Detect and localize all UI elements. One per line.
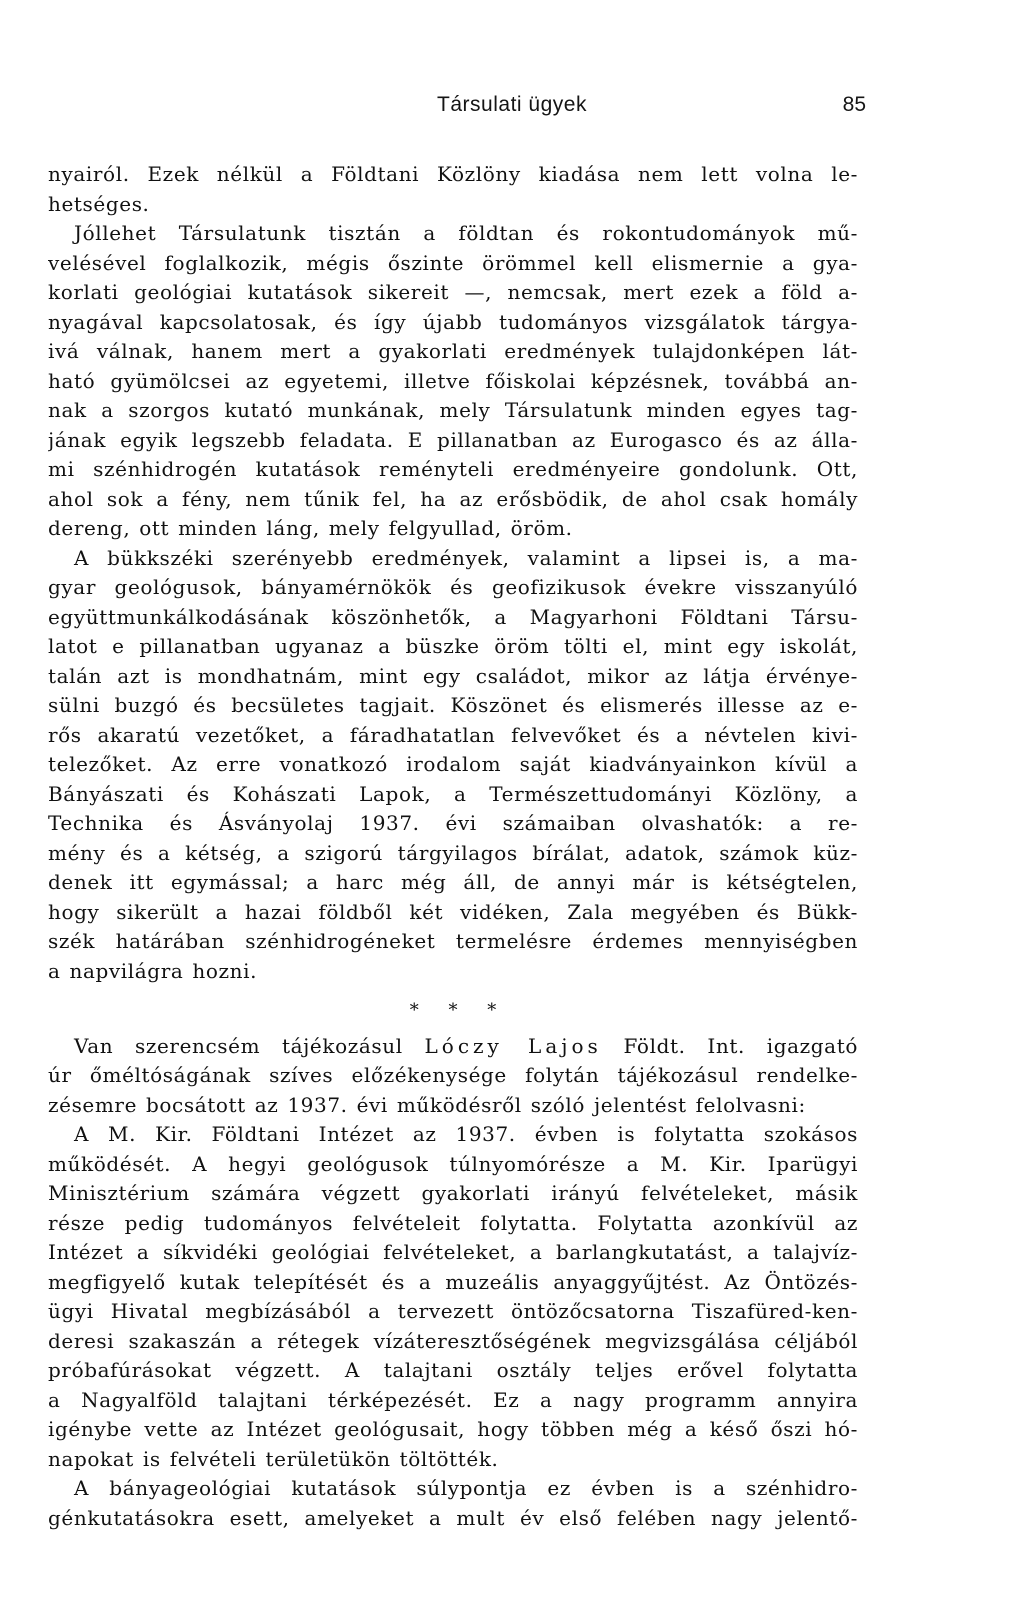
body-text bbox=[48, 160, 858, 1533]
text-line: Minisztérium számára végzett gyakorlati irányú felvételeket, másik bbox=[48, 1181, 858, 1205]
text-line: deresi szakaszán a rétegek vízáteresztőségének megvizsgálása céljából bbox=[48, 1328, 858, 1353]
paragraph-1 bbox=[48, 160, 858, 219]
text-line: A bükkszéki szerényebb eredmények, valamint a lipsei is, a ma- bbox=[74, 545, 858, 570]
text-line: működését. A hegyi geológusok túlnyomórésze a M. Kir. Iparügyi bbox=[48, 1151, 858, 1176]
text-line: mény és a kétség, a szigorú tárgyilagos bírálat, adatok, számok küz- bbox=[48, 840, 858, 865]
text-line: ivá válnak, hanem mert a gyakorlati eredmények tulajdonképen lát- bbox=[48, 339, 858, 363]
section-separator: * * * bbox=[409, 1000, 509, 1021]
text-line: Intézet a síkvidéki geológiai felvételeket, a barlangkutatást, a talajvíz- bbox=[48, 1240, 858, 1264]
paragraph-4 bbox=[48, 1032, 858, 1121]
text-line: nyairól. Ezek nélkül a Földtani Közlöny kiadása nem lett volna le- bbox=[48, 162, 858, 186]
text-line: hetséges. bbox=[48, 191, 150, 216]
text-line: a napvilágra hozni. bbox=[48, 958, 258, 983]
text-line: hogy sikerült a hazai földből két vidéken, Zala megyében és Bükk- bbox=[48, 899, 858, 924]
text-line: Technika és Ásványolaj 1937. évi számaiban olvashatók: a re- bbox=[48, 811, 858, 835]
running-title: Társulati ügyek bbox=[437, 93, 587, 116]
text-line: sülni buzgó és becsületes tagjait. Köszönet és elismerés illesse az e- bbox=[48, 693, 858, 717]
text-line: latot e pillanatban ugyanaz a büszke öröm tölti el, mint egy iskolát, bbox=[48, 634, 858, 658]
text-line: része pedig tudományos felvételeit folytatta. Folytatta azonkívül az bbox=[48, 1210, 858, 1235]
text-line: rős akaratú vezetőket, a fáradhatatlan felvevőket és a névtelen kivi- bbox=[48, 722, 858, 747]
text-fragment: Van szerencsém tájékozásul bbox=[74, 1033, 403, 1058]
text-line: gyar geológusok, bányamérnökök és geofizikusok évekre visszanyúló bbox=[48, 575, 858, 599]
text-line: úr őméltóságának szíves előzékenysége folytán tájékozásul rendelke- bbox=[48, 1063, 858, 1087]
text-line: A M. Kir. Földtani Intézet az 1937. évben is folytatta szokásos bbox=[74, 1122, 858, 1146]
running-head bbox=[0, 93, 1024, 123]
text-line: megfigyelő kutak telepítését és a muzeális anyaggyűjtést. Az Öntözés- bbox=[48, 1269, 858, 1294]
text-line: jának egyik legszebb feladata. E pillanatban az Eurogasco és az álla- bbox=[48, 427, 858, 452]
text-line: denek itt egymással; a harc még áll, de annyi már is kétségtelen, bbox=[48, 870, 858, 894]
paragraph-3 bbox=[48, 544, 858, 987]
text-line: talán azt is mondhatnám, mint egy családot, mikor az látja érvénye- bbox=[48, 663, 858, 688]
text-line: ható gyümölcsei az egyetemi, illetve főiskolai képzésnek, továbbá an- bbox=[48, 368, 858, 393]
text-line: együttmunkálkodásának köszönhetők, a Magyarhoni Földtani Társu- bbox=[48, 604, 858, 629]
text-line: Bányászati és Kohászati Lapok, a Természettudományi Közlöny, a bbox=[48, 781, 858, 806]
text-line: A bányageológiai kutatások súlypontja ez évben is a szénhidro- bbox=[74, 1476, 858, 1500]
text-line bbox=[48, 1032, 858, 1062]
text-line: zésemre bocsátott az 1937. évi működésről szóló jelentést felolvasni: bbox=[48, 1092, 806, 1117]
spaced-name: Lóczy Lajos bbox=[424, 1033, 602, 1058]
text-fragment: Földt. Int. igazgató bbox=[623, 1033, 858, 1058]
text-line: génkutatásokra esett, amelyeket a mult év első felében nagy jelentő- bbox=[48, 1505, 858, 1530]
text-line: velésével foglalkozik, mégis őszinte örömmel kell elismernie a gya- bbox=[48, 250, 858, 275]
text-line: Jóllehet Társulatunk tisztán a földtan és rokontudományok mű- bbox=[74, 221, 858, 245]
text-line: ügyi Hivatal megbízásából a tervezett öntözőcsatorna Tiszafüred-ken- bbox=[48, 1299, 858, 1323]
text-line: telezőket. Az erre vonatkozó irodalom saját kiadványainkon kívül a bbox=[48, 752, 858, 776]
text-line: szék határában szénhidrogéneket termelésre érdemes mennyiségben bbox=[48, 929, 858, 953]
page-number: 85 bbox=[842, 93, 866, 116]
text-line: nak a szorgos kutató munkának, mely Társulatunk minden egyes tag- bbox=[48, 398, 858, 422]
text-line: igénybe vette az Intézet geológusait, hogy többen még a késő őszi hó- bbox=[48, 1417, 858, 1441]
paragraph-5 bbox=[48, 1120, 858, 1474]
text-line: mi szénhidrogén kutatások reményteli eredményeire gondolunk. Ott, bbox=[48, 457, 858, 481]
paragraph-2 bbox=[48, 219, 858, 544]
text-line: dereng, ott minden láng, mely felgyullad, öröm. bbox=[48, 516, 573, 540]
text-line: nyagával kapcsolatosak, és így újabb tudományos vizsgálatok tárgya- bbox=[48, 309, 858, 334]
text-line: próbafúrásokat végzett. A talajtani osztály teljes erővel folytatta bbox=[48, 1358, 858, 1382]
text-line: ahol sok a fény, nem tűnik fel, ha az erősbödik, de ahol csak homály bbox=[48, 486, 858, 511]
paragraph-6 bbox=[48, 1474, 858, 1533]
text-line: napokat is felvételi területükön töltötték. bbox=[48, 1446, 499, 1471]
text-line: korlati geológiai kutatások sikereit —, nemcsak, mert ezek a föld a- bbox=[48, 280, 858, 304]
text-line: a Nagyalföld talajtani térképezését. Ez a nagy programm annyira bbox=[48, 1387, 858, 1412]
